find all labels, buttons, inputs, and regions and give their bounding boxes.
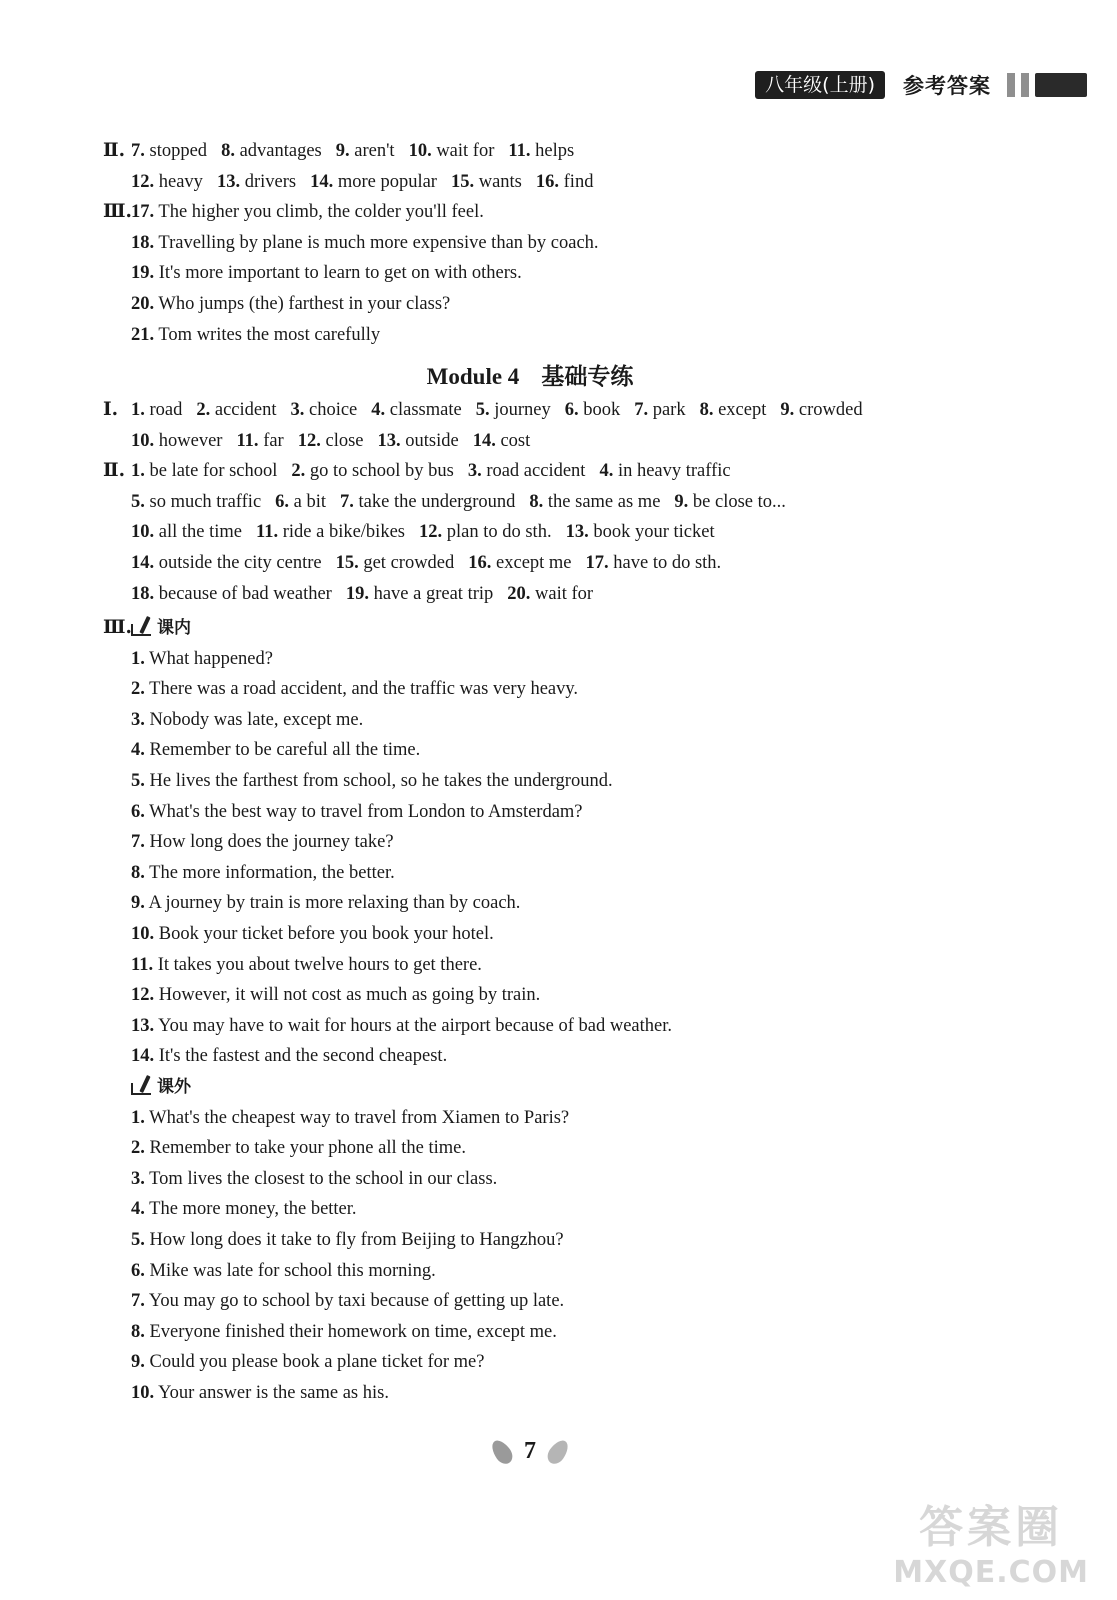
answer-text: Remember to take your phone all the time. bbox=[149, 1138, 466, 1159]
answer-text: Could you please book a plane ticket for me? bbox=[149, 1352, 485, 1373]
answer-number: 6. bbox=[131, 801, 145, 822]
grade-badge: 八年级(上册) bbox=[755, 71, 885, 99]
answer-number: 4. bbox=[131, 740, 145, 761]
module-heading bbox=[0, 358, 1060, 391]
pen-icon bbox=[131, 618, 153, 636]
answer-number: 15. bbox=[335, 553, 359, 573]
module-title: Module 4 bbox=[426, 364, 520, 389]
sentence-answer bbox=[131, 923, 494, 945]
answer-text: What's the cheapest way to travel from Xiamen to Paris? bbox=[149, 1107, 570, 1128]
sentence-answer bbox=[131, 1229, 564, 1251]
answer-text: You may go to school by taxi because of getting up late. bbox=[148, 1291, 565, 1312]
sentence-answer bbox=[131, 984, 540, 1006]
answer-number: 14. bbox=[310, 171, 334, 192]
section-numeral: Ⅲ. bbox=[103, 617, 132, 638]
answer-text: road accident bbox=[486, 461, 586, 482]
answer-number: 8. bbox=[699, 400, 714, 420]
answer-number: 12. bbox=[297, 430, 321, 451]
answer-text: the same as me bbox=[547, 491, 661, 512]
answer-text: a bit bbox=[293, 491, 327, 512]
answer-number: 10. bbox=[408, 141, 432, 161]
answer-number: 12. bbox=[131, 171, 155, 192]
answer-number: 7. bbox=[131, 832, 145, 853]
answer-text: It's more important to learn to get on with others. bbox=[158, 263, 522, 284]
answer-item bbox=[131, 584, 332, 604]
answer-item bbox=[131, 400, 182, 420]
answer-text: so much traffic bbox=[149, 491, 262, 512]
in-class-label bbox=[131, 617, 191, 639]
answer-number: 8. bbox=[221, 141, 235, 161]
answer-number: 19. bbox=[345, 583, 369, 604]
watermark-logo: 答案圈 bbox=[919, 1502, 1064, 1553]
header-decoration-bar bbox=[1021, 73, 1029, 97]
answer-number: 4. bbox=[371, 400, 386, 420]
answer-number: 18. bbox=[131, 583, 155, 604]
answer-item bbox=[131, 522, 242, 542]
answer-text: Tom lives the closest to the school in our class. bbox=[149, 1168, 498, 1189]
answer-number: 20. bbox=[507, 583, 531, 604]
answer-item bbox=[565, 400, 621, 420]
sentence-answer bbox=[131, 1198, 357, 1220]
answer-item bbox=[221, 141, 322, 161]
section-numeral: Ⅰ. bbox=[103, 399, 119, 420]
answer-item bbox=[476, 400, 551, 420]
answer-item bbox=[468, 553, 571, 573]
answer-number: 9. bbox=[335, 141, 350, 161]
answer-number: 2. bbox=[196, 400, 211, 420]
answer-number: 7. bbox=[634, 400, 649, 420]
answer-number: 15. bbox=[450, 171, 475, 192]
answer-number: 11. bbox=[131, 954, 154, 975]
answer-text: Who jumps (the) farthest in your class? bbox=[158, 294, 451, 314]
answer-item bbox=[634, 400, 685, 420]
answer-item bbox=[700, 400, 767, 420]
answer-line bbox=[131, 293, 464, 315]
answer-number: 1. bbox=[131, 400, 145, 420]
answer-number: 9. bbox=[131, 893, 145, 914]
answer-number: 6. bbox=[275, 491, 290, 512]
answer-text: Nobody was late, except me. bbox=[149, 709, 364, 730]
answer-text: The more money, the better. bbox=[149, 1199, 357, 1220]
after-class-label-text: 课外 bbox=[157, 1077, 191, 1097]
answer-line bbox=[131, 583, 607, 605]
answer-text: Everyone finished their homework on time, except me. bbox=[149, 1321, 557, 1342]
sentence-answer bbox=[131, 1015, 672, 1037]
answer-text: Tom writes the most carefully bbox=[158, 324, 381, 345]
answer-line bbox=[131, 262, 536, 284]
answer-number: 9. bbox=[780, 400, 795, 420]
answer-text: go to school by bus bbox=[309, 461, 454, 482]
answer-text: advantages bbox=[239, 141, 322, 161]
answer-item bbox=[275, 492, 326, 512]
answer-text: The higher you climb, the colder you'll feel. bbox=[158, 202, 484, 223]
answer-item bbox=[507, 584, 593, 604]
answer-item bbox=[131, 431, 222, 451]
sentence-answer bbox=[131, 1107, 569, 1129]
sentence-answer bbox=[131, 739, 420, 761]
answer-text: The more information, the better. bbox=[149, 862, 395, 883]
answer-number: 5. bbox=[131, 1230, 145, 1250]
leaf-icon bbox=[488, 1437, 516, 1467]
answer-text: however bbox=[158, 430, 223, 451]
header-decoration-block bbox=[1035, 73, 1087, 97]
answer-text: in heavy traffic bbox=[617, 461, 731, 482]
answer-item bbox=[131, 263, 522, 283]
answer-text: because of bad weather bbox=[158, 583, 332, 604]
answer-text: wants bbox=[478, 171, 522, 192]
answer-item bbox=[131, 492, 261, 512]
answer-item bbox=[451, 172, 522, 192]
answer-item bbox=[298, 431, 364, 451]
answer-text: wait for bbox=[535, 583, 594, 604]
answer-text: Your answer is the same as his. bbox=[158, 1383, 389, 1403]
answer-number: 14. bbox=[131, 553, 155, 573]
answer-number: 11. bbox=[236, 430, 259, 451]
answer-line bbox=[131, 140, 588, 162]
answer-item bbox=[131, 325, 380, 345]
answer-number: 8. bbox=[131, 862, 145, 883]
pen-icon bbox=[131, 1077, 153, 1095]
answer-item bbox=[586, 553, 722, 573]
answer-number: 13. bbox=[377, 430, 401, 451]
answer-text: Travelling by plane is much more expensive than by coach. bbox=[158, 232, 599, 253]
answer-line bbox=[131, 232, 613, 254]
answer-item bbox=[508, 141, 574, 161]
answer-number: 18. bbox=[131, 232, 155, 253]
answer-item bbox=[236, 431, 283, 451]
sentence-answer bbox=[131, 709, 363, 731]
sentence-answer bbox=[131, 1045, 447, 1067]
module-subtitle: 基础专练 bbox=[541, 364, 634, 390]
answer-text: road bbox=[149, 400, 183, 420]
answer-item bbox=[131, 202, 484, 222]
answer-text: stopped bbox=[149, 141, 208, 161]
answer-item bbox=[371, 400, 461, 420]
sentence-answer bbox=[131, 862, 395, 884]
answer-number: 7. bbox=[340, 491, 354, 512]
answer-text: A journey by train is more relaxing than by coach. bbox=[148, 893, 521, 914]
answer-item bbox=[599, 461, 730, 481]
answer-text: get crowded bbox=[363, 553, 455, 573]
answer-number: 10. bbox=[131, 1383, 155, 1403]
answer-number: 3. bbox=[467, 461, 482, 482]
leaf-icon bbox=[544, 1437, 572, 1467]
answer-text: except me bbox=[496, 553, 572, 573]
answer-line bbox=[131, 430, 544, 452]
answer-number: 17. bbox=[131, 202, 155, 223]
page-number: 7 bbox=[524, 1438, 536, 1464]
answer-text: aren't bbox=[354, 141, 395, 161]
answer-item bbox=[674, 492, 786, 512]
answer-item bbox=[131, 553, 322, 573]
answer-item bbox=[131, 233, 599, 253]
answer-item bbox=[536, 172, 594, 192]
answer-number: 12. bbox=[131, 985, 155, 1006]
sentence-answer bbox=[131, 770, 613, 792]
answer-line bbox=[131, 171, 607, 193]
answer-text: close bbox=[325, 430, 364, 451]
sentence-answer bbox=[131, 1321, 557, 1343]
answer-text: book your ticket bbox=[593, 522, 715, 543]
answer-text: accident bbox=[214, 400, 277, 420]
section-numeral: Ⅱ. bbox=[103, 140, 126, 161]
answer-number: 4. bbox=[599, 461, 614, 482]
answer-item bbox=[419, 522, 552, 542]
answer-text: all the time bbox=[158, 522, 242, 543]
answer-number: 3. bbox=[131, 709, 145, 730]
sentence-answer bbox=[131, 892, 520, 914]
answer-text: take the underground bbox=[358, 491, 516, 512]
answer-number: 4. bbox=[131, 1199, 145, 1220]
answer-item bbox=[473, 431, 531, 451]
answer-text: It's the fastest and the second cheapest. bbox=[158, 1046, 448, 1067]
answer-number: 9. bbox=[131, 1352, 145, 1373]
answer-text: However, it will not cost as much as going by train. bbox=[158, 985, 541, 1006]
answer-number: 11. bbox=[255, 522, 279, 543]
answer-item bbox=[340, 492, 515, 512]
answer-number: 1. bbox=[131, 461, 145, 482]
answer-item bbox=[131, 172, 203, 192]
answer-number: 17. bbox=[585, 553, 609, 573]
answer-number: 10. bbox=[131, 924, 155, 944]
answer-number: 6. bbox=[564, 400, 579, 420]
answer-text: far bbox=[263, 430, 284, 451]
answer-text: heavy bbox=[158, 171, 203, 192]
answer-line bbox=[131, 521, 729, 543]
answer-number: 14. bbox=[131, 1046, 155, 1067]
answer-number: 10. bbox=[131, 522, 155, 543]
answer-text: choice bbox=[309, 400, 358, 420]
answer-text: have to do sth. bbox=[613, 553, 722, 573]
header-decoration-bar bbox=[1007, 73, 1015, 97]
answer-text: How long does the journey take? bbox=[149, 832, 394, 853]
answer-text: helps bbox=[535, 141, 575, 161]
answer-text: What happened? bbox=[149, 648, 273, 669]
answer-number: 21. bbox=[131, 324, 155, 345]
answer-text: ride a bike/bikes bbox=[282, 522, 405, 543]
sentence-answer bbox=[131, 1137, 466, 1159]
answer-text: wait for bbox=[436, 141, 495, 161]
answer-text: be close to... bbox=[692, 491, 786, 512]
answer-number: 1. bbox=[131, 1107, 145, 1128]
sentence-answer bbox=[131, 954, 482, 976]
answer-line bbox=[131, 399, 877, 421]
answer-item bbox=[131, 141, 207, 161]
answer-number: 8. bbox=[131, 1321, 145, 1342]
answer-number: 20. bbox=[131, 294, 155, 314]
answer-number: 6. bbox=[131, 1260, 145, 1281]
answer-line bbox=[131, 460, 745, 482]
answer-text: outside bbox=[405, 430, 459, 451]
answer-text: book bbox=[583, 400, 621, 420]
sentence-answer bbox=[131, 1351, 484, 1373]
answer-item bbox=[468, 461, 586, 481]
sentence-answer bbox=[131, 648, 273, 670]
answer-number: 13. bbox=[565, 522, 589, 543]
header-title: 参考答案 bbox=[903, 74, 991, 98]
answer-text: cost bbox=[500, 430, 531, 451]
answer-text: park bbox=[652, 400, 686, 420]
answer-item bbox=[291, 400, 358, 420]
answer-text: How long does it take to fly from Beijing to Hangzhou? bbox=[149, 1230, 564, 1250]
section-numeral: Ⅲ. bbox=[103, 201, 132, 223]
answer-item bbox=[217, 172, 296, 192]
answer-number: 13. bbox=[131, 1015, 155, 1036]
answer-line bbox=[131, 324, 394, 346]
answer-text: Remember to be careful all the time. bbox=[149, 740, 421, 761]
answer-line bbox=[131, 201, 498, 223]
page-header bbox=[755, 70, 1087, 100]
answer-number: 9. bbox=[674, 491, 689, 512]
answer-number: 3. bbox=[131, 1168, 145, 1189]
answer-text: crowded bbox=[798, 400, 863, 420]
answer-number: 5. bbox=[131, 491, 145, 512]
answer-number: 14. bbox=[472, 430, 496, 451]
answer-item bbox=[256, 522, 405, 542]
answer-line bbox=[131, 491, 800, 513]
answer-text: There was a road accident, and the traffic was very heavy. bbox=[149, 679, 579, 700]
sentence-answer bbox=[131, 1290, 564, 1312]
answer-item bbox=[131, 294, 450, 314]
answer-text: have a great trip bbox=[373, 583, 494, 604]
answer-line bbox=[131, 552, 735, 574]
answer-text: You may have to wait for hours at the airport because of bad weather. bbox=[158, 1015, 672, 1036]
sentence-answer bbox=[131, 1382, 389, 1404]
answer-item bbox=[529, 492, 660, 512]
answer-text: except bbox=[718, 400, 767, 420]
answer-number: 1. bbox=[131, 648, 145, 669]
answer-number: 7. bbox=[131, 1291, 145, 1312]
answer-number: 3. bbox=[290, 400, 305, 420]
after-class-label bbox=[131, 1076, 191, 1098]
answer-item bbox=[346, 584, 493, 604]
answer-item bbox=[196, 400, 276, 420]
sentence-answer bbox=[131, 831, 394, 853]
answer-item bbox=[131, 461, 277, 481]
answer-number: 16. bbox=[468, 553, 492, 573]
answer-item bbox=[310, 172, 437, 192]
section-numeral: Ⅱ. bbox=[103, 460, 126, 482]
answer-item bbox=[409, 141, 495, 161]
page-footer bbox=[0, 1438, 1060, 1465]
answer-text: classmate bbox=[389, 400, 462, 420]
answer-number: 5. bbox=[131, 771, 145, 791]
answer-text: plan to do sth. bbox=[446, 522, 552, 543]
answer-text: be late for school bbox=[149, 461, 278, 482]
answer-number: 7. bbox=[131, 141, 145, 161]
watermark-url: MXQE.COM bbox=[893, 1555, 1089, 1590]
sentence-answer bbox=[131, 678, 578, 700]
answer-text: It takes you about twelve hours to get there. bbox=[157, 954, 482, 975]
sentence-answer bbox=[131, 1168, 497, 1190]
sentence-answer bbox=[131, 801, 583, 823]
answer-number: 2. bbox=[131, 679, 145, 700]
watermark bbox=[893, 1491, 1089, 1590]
answer-number: 8. bbox=[529, 491, 544, 512]
sentence-answer bbox=[131, 1260, 436, 1282]
answer-number: 11. bbox=[508, 141, 531, 161]
answer-number: 5. bbox=[475, 400, 490, 420]
answer-item bbox=[566, 522, 715, 542]
in-class-label-text: 课内 bbox=[157, 618, 191, 638]
answer-text: He lives the farthest from school, so he takes the underground. bbox=[149, 771, 613, 791]
answer-text: Book your ticket before you book your hotel. bbox=[158, 924, 494, 944]
answer-number: 13. bbox=[216, 171, 241, 192]
answer-text: find bbox=[563, 171, 594, 192]
answer-item bbox=[291, 461, 453, 481]
answer-number: 2. bbox=[291, 461, 306, 482]
answer-text: drivers bbox=[244, 171, 297, 192]
answer-text: What's the best way to travel from London to Amsterdam? bbox=[149, 801, 583, 822]
answer-text: journey bbox=[494, 400, 551, 420]
answer-number: 12. bbox=[418, 522, 443, 543]
answer-item bbox=[378, 431, 459, 451]
answer-item bbox=[336, 553, 455, 573]
answer-text: more popular bbox=[337, 171, 437, 192]
answer-item bbox=[780, 400, 862, 420]
answer-number: 19. bbox=[131, 263, 155, 284]
answer-number: 10. bbox=[131, 430, 155, 451]
answer-number: 16. bbox=[535, 171, 560, 192]
answer-number: 2. bbox=[131, 1138, 145, 1159]
answer-item bbox=[336, 141, 395, 161]
answer-text: Mike was late for school this morning. bbox=[149, 1260, 436, 1281]
answer-text: outside the city centre bbox=[158, 553, 322, 573]
